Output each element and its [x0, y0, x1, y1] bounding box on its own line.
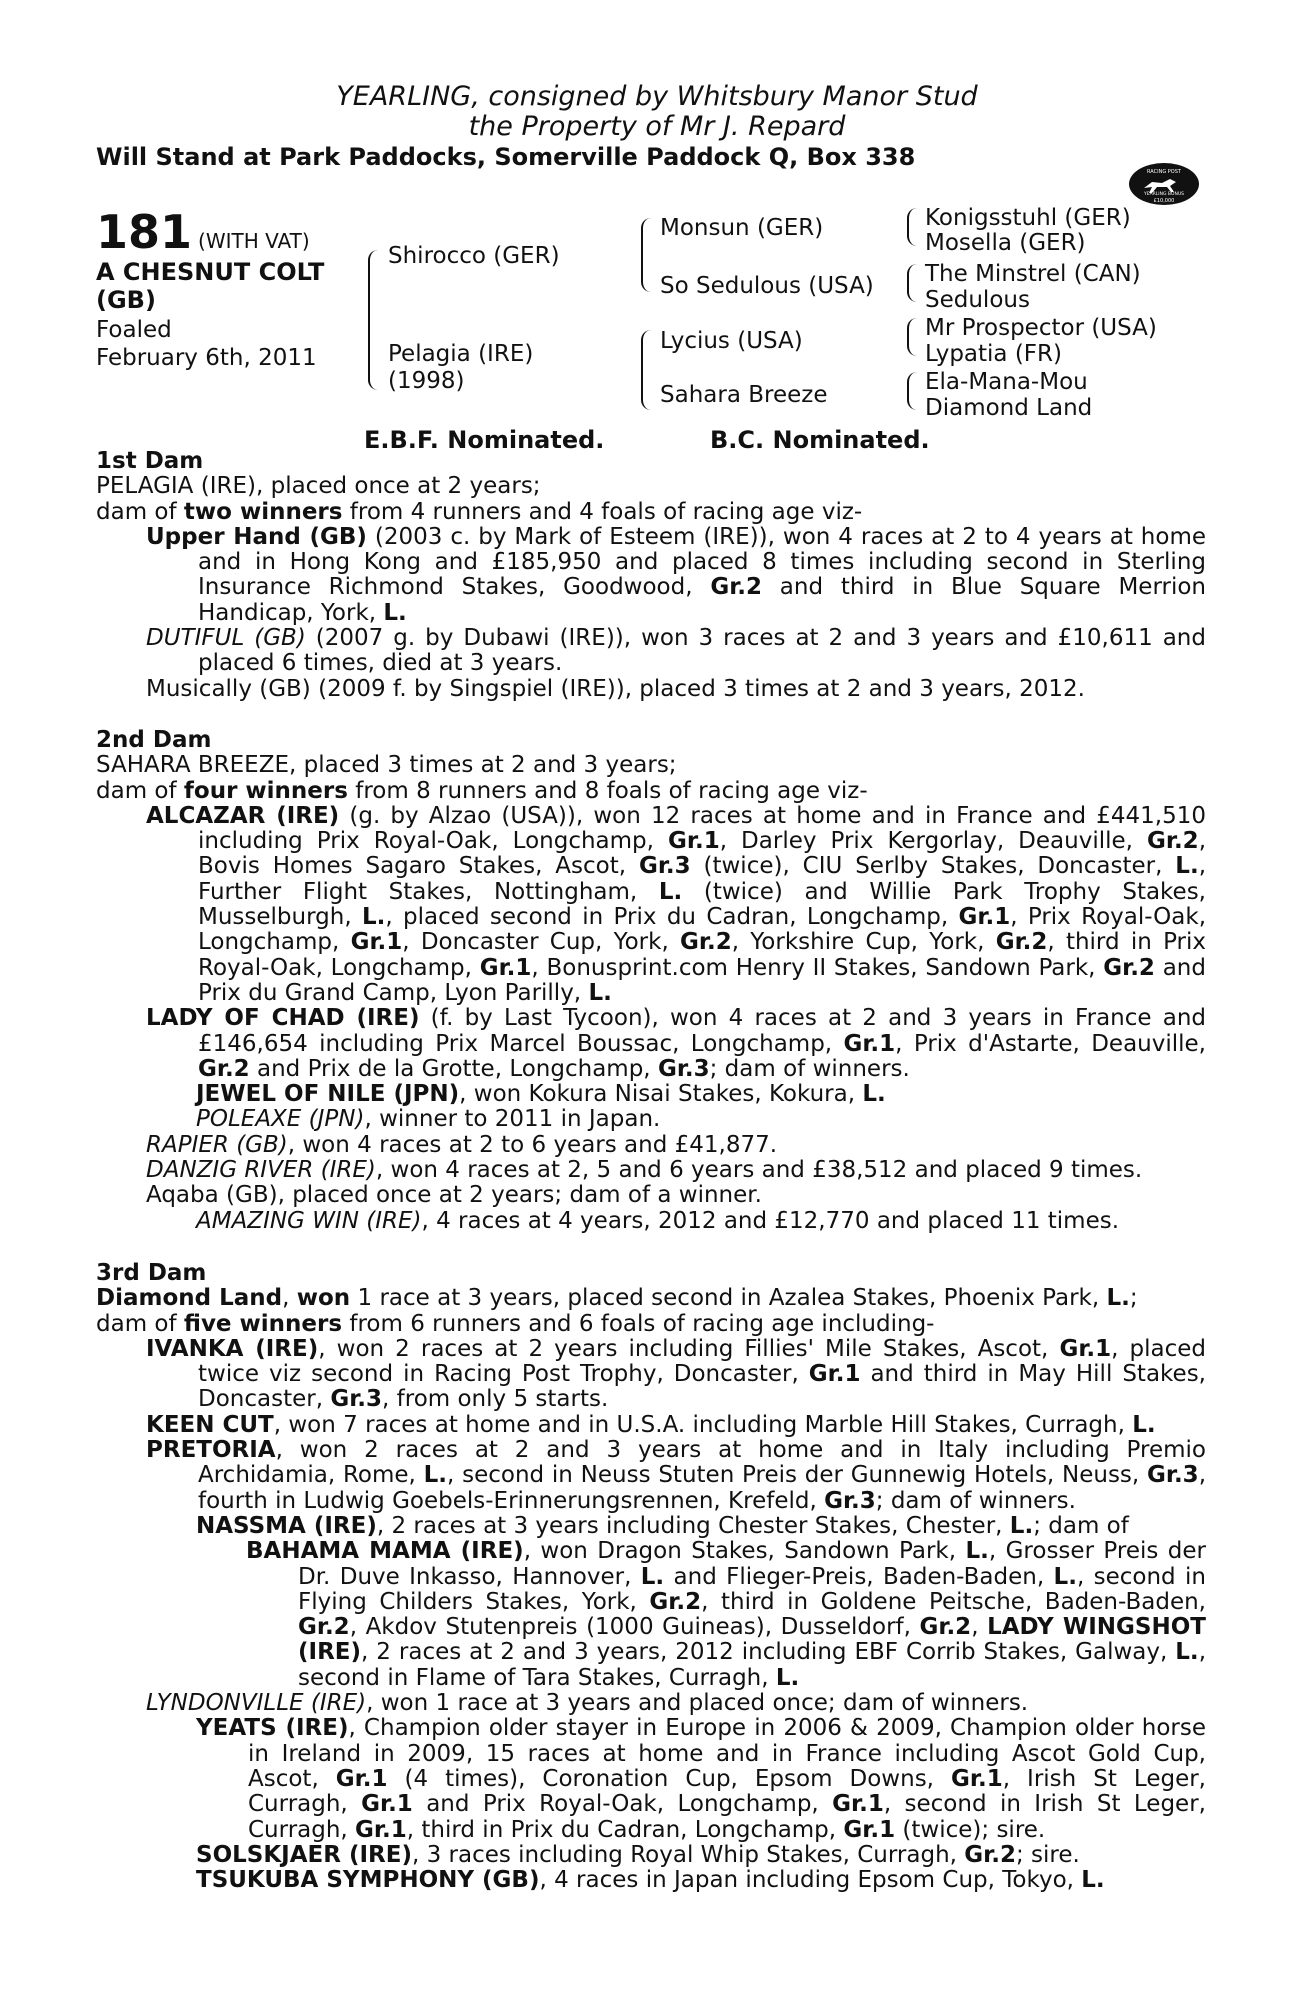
- g3-3: The Minstrel (CAN): [925, 261, 1141, 287]
- progeny-entry: PRETORIA, won 2 races at 2 and 3 years at home and in Italy including Premio Archidamia, Rome, L., second in Neuss Stuten Preis der Gunnewig Hotels, Neuss, Gr.3, fourth in Ludwig Goebels-Erinnerungsrennen, Krefeld, Gr.3; dam of winners.: [146, 1437, 1206, 1514]
- bc-nomination: B.C. Nominated.: [710, 426, 930, 454]
- g3-2: Mosella (GER): [925, 230, 1086, 256]
- text-line: dam of five winners from 6 runners and 6 foals of racing age including-: [96, 1310, 935, 1337]
- progeny-entry: RAPIER (GB), won 4 races at 2 to 6 years and £41,877.: [146, 1131, 778, 1158]
- lot-number: [96, 205, 310, 259]
- svg-text:YEARLING BONUS: YEARLING BONUS: [1144, 192, 1184, 197]
- progeny-entry: IVANKA (IRE), won 2 races at 2 years including Fillies' Mile Stakes, Ascot, Gr.1, placed twice viz second in Racing Post Trophy, Doncaster, Gr.1 and third in May Hill Stakes, Doncaster, Gr.3, from only 5 starts.: [146, 1335, 1206, 1413]
- lot-number-value: 181: [96, 205, 193, 259]
- sire-parents-brace: [641, 218, 653, 292]
- progeny-entry: Musically (GB) (2009 f. by Singspiel (IRE)), placed 3 times at 2 and 3 years, 2012.: [146, 675, 1085, 702]
- yearling-bonus-badge-icon: [1128, 162, 1200, 206]
- progeny-entry: YEATS (IRE), Champion older stayer in Europe in 2006 & 2009, Champion older horse in Ireland in 2009, 15 races at home and in France including Ascot Gold Cup, Ascot, Gr.1 (4 times), Coronation Cup, Epsom Downs, Gr.1, Irish St Leger, Curragh, Gr.1 and Prix Royal-Oak, Longchamp, Gr.1, second in Irish St Leger, Curragh, Gr.1, third in Prix du Cadran, Longchamp, Gr.1 (twice); sire.: [196, 1715, 1207, 1843]
- progeny-entry: KEEN CUT, won 7 races at home and in U.S.A. including Marble Hill Stakes, Curragh, L.: [146, 1411, 1156, 1438]
- stand-location: Will Stand at Park Paddocks, Somerville Paddock Q, Box 338: [96, 143, 916, 171]
- g3-4: Sedulous: [925, 287, 1030, 313]
- progeny-entry: DANZIG RIVER (IRE), won 4 races at 2, 5 and 6 years and £38,512 and placed 9 times.: [146, 1157, 1143, 1184]
- progeny-entry: AMAZING WIN (IRE), 4 races at 4 years, 2012 and £12,770 and placed 11 times.: [196, 1207, 1120, 1234]
- brace-1: [907, 208, 917, 246]
- progeny-entry: LYNDONVILLE (IRE), won 1 race at 3 years and placed once; dam of winners.: [146, 1690, 1029, 1717]
- brace-4: [907, 372, 917, 410]
- dam-sire: Lycius (USA): [660, 328, 803, 354]
- dam-parents-brace: [641, 330, 653, 410]
- vat-note: (WITH VAT): [198, 229, 310, 253]
- g3-8: Diamond Land: [925, 395, 1093, 421]
- progeny-entry: DUTIFUL (GB) (2007 g. by Dubawi (IRE)), won 3 races at 2 and 3 years and £10,611 and placed 6 times, died at 3 years.: [146, 625, 1206, 677]
- third-dam-section: [96, 1261, 1206, 1893]
- brace-3: [907, 318, 917, 356]
- property-line: the Property of Mr J. Repard: [468, 111, 846, 142]
- second-dam-section: [96, 728, 1206, 1234]
- progeny-entry: ALCAZAR (IRE) (g. by Alzao (USA)), won 12 races at home and in France and £441,510 including Prix Royal-Oak, Longchamp, Gr.1, Darley Prix Kergorlay, Deauville, Gr.2, Bovis Homes Sagaro Stakes, Ascot, Gr.3 (twice), CIU Serlby Stakes, Doncaster, L., Further Flight Stakes, Nottingham, L. (twice) and Willie Park Trophy Stakes, Musselburgh, L., placed second in Prix du Cadran, Longchamp, Gr.1, Prix Royal-Oak, Longchamp, Gr.1, Doncaster Cup, York, Gr.2, Yorkshire Cup, York, Gr.2, third in Prix Royal-Oak, Longchamp, Gr.1, Bonusprint.com Henry II Stakes, Sandown Park, Gr.2 and Prix du Grand Camp, Lyon Parilly, L.: [146, 802, 1207, 1006]
- progeny-entry: Upper Hand (GB) (2003 c. by Mark of Esteem (IRE)), won 4 races at 2 to 4 years at home and in Hong Kong and £185,950 and placed 8 times including second in Sterling Insurance Richmond Stakes, Goodwood, Gr.2 and third in Blue Square Merrion Handicap, York, L.: [146, 523, 1207, 626]
- progeny-entry: SOLSKJAER (IRE), 3 races including Royal Whip Stakes, Curragh, Gr.2; sire.: [196, 1841, 1080, 1868]
- text-line: dam of two winners from 4 runners and 4 foals of racing age viz-: [96, 498, 863, 525]
- g3-5: Mr Prospector (USA): [925, 315, 1157, 341]
- foaled-label: Foaled: [96, 317, 172, 343]
- sire-brace: [368, 250, 380, 390]
- text-line: SAHARA BREEZE, placed 3 times at 2 and 3 years;: [96, 752, 677, 779]
- svg-text:RACING POST: RACING POST: [1147, 169, 1181, 175]
- first-dam-section: [96, 449, 1206, 702]
- first-dam-heading: 1st Dam: [96, 448, 204, 474]
- progeny-entry: JEWEL OF NILE (JPN), won Kokura Nisai Stakes, Kokura, L.: [196, 1081, 886, 1108]
- progeny-entry: TSUKUBA SYMPHONY (GB), 4 races in Japan including Epsom Cup, Tokyo, L.: [196, 1867, 1105, 1894]
- g3-7: Ela-Mana-Mou: [925, 369, 1088, 395]
- progeny-entry: NASSMA (IRE), 2 races at 3 years including Chester Stakes, Chester, L.; dam of: [196, 1512, 1129, 1539]
- dam-year: (1998): [388, 368, 465, 394]
- svg-text:£10,000: £10,000: [1153, 198, 1175, 204]
- consignment-line: YEARLING, consigned by Whitsbury Manor Stud: [336, 81, 978, 112]
- progeny-entry: Aqaba (GB), placed once at 2 years; dam of a winner.: [146, 1182, 762, 1209]
- text-line: Diamond Land, won 1 race at 3 years, placed second in Azalea Stakes, Phoenix Park, L.;: [96, 1285, 1138, 1312]
- progeny-entry: POLEAXE (JPN), winner to 2011 in Japan.: [196, 1106, 661, 1133]
- sire: Shirocco (GER): [388, 243, 560, 269]
- foaled: [96, 316, 317, 372]
- foaled-date: February 6th, 2011: [96, 345, 317, 371]
- dam-dam: Sahara Breeze: [660, 382, 828, 408]
- ebf-nomination: E.B.F. Nominated.: [364, 426, 605, 454]
- g3-6: Lypatia (FR): [925, 341, 1062, 367]
- text-line: dam of four winners from 8 runners and 8 foals of racing age viz-: [96, 777, 868, 804]
- g3-1: Konigsstuhl (GER): [925, 205, 1131, 231]
- dam: Pelagia (IRE): [388, 341, 534, 367]
- second-dam-heading: 2nd Dam: [96, 727, 212, 753]
- sire-dam: So Sedulous (USA): [660, 273, 874, 299]
- sire-sire: Monsun (GER): [660, 215, 824, 241]
- lot-description: A CHESNUT COLT (GB): [96, 258, 325, 314]
- progeny-entry: BAHAMA MAMA (IRE), won Dragon Stakes, Sandown Park, L., Grosser Preis der Dr. Duve Inkasso, Hannover, L. and Flieger-Preis, Baden-Baden, L., second in Flying Childers Stakes, York, Gr.2, third in Goldene Peitsche, Baden-Baden, Gr.2, Akdov Stutenpreis (1000 Guineas), Dusseldorf, Gr.2, LADY WINGSHOT (IRE), 2 races at 2 and 3 years, 2012 including EBF Corrib Stakes, Galway, L., second in Flame of Tara Stakes, Curragh, L.: [246, 1538, 1206, 1691]
- third-dam-heading: 3rd Dam: [96, 1260, 207, 1286]
- brace-2: [907, 264, 917, 302]
- progeny-entry: LADY OF CHAD (IRE) (f. by Last Tycoon), won 4 races at 2 and 3 years in France and £146,654 including Prix Marcel Boussac, Longchamp, Gr.1, Prix d'Astarte, Deauville, Gr.2 and Prix de la Grotte, Longchamp, Gr.3; dam of winners.: [146, 1005, 1206, 1082]
- text-line: PELAGIA (IRE), placed once at 2 years;: [96, 473, 541, 500]
